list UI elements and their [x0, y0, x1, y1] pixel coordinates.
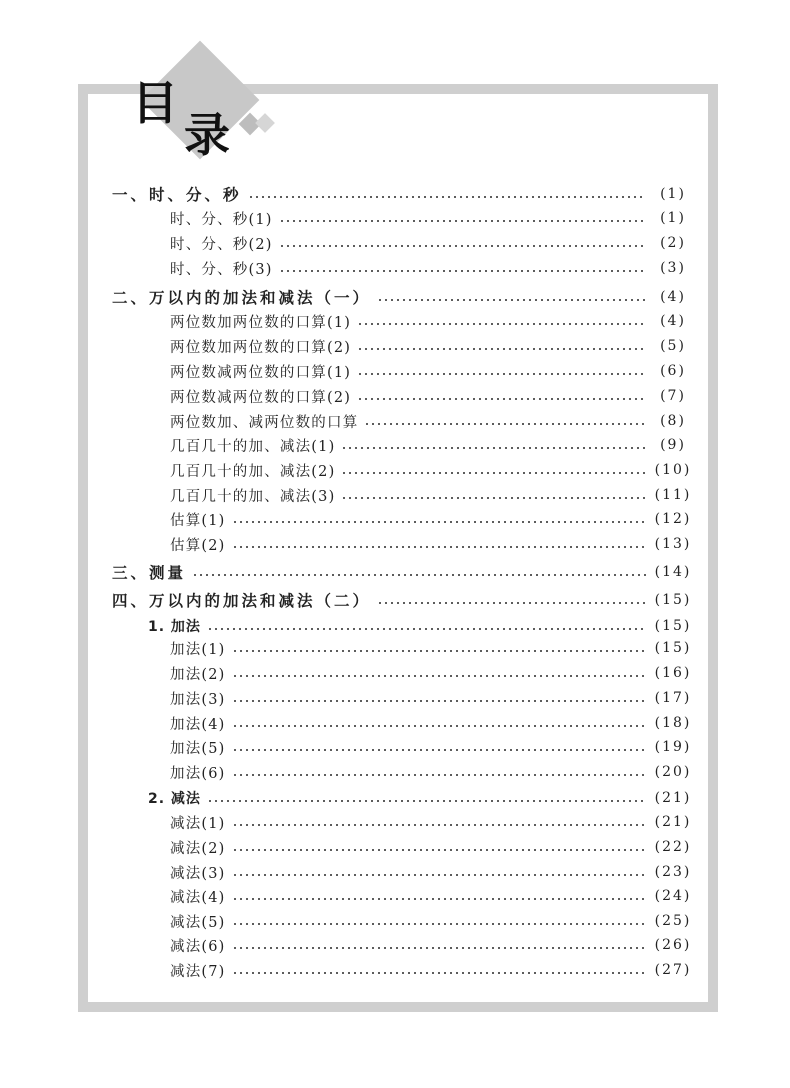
toc-entry-label: 两位数减两位数的口算(2): [170, 389, 352, 406]
toc-entry-label: 四、万以内的加法和减法（二）: [112, 592, 372, 610]
toc-entry-page: (17): [654, 690, 692, 706]
dot-leader: [357, 373, 646, 375]
toc-entry-label: 减法(2): [170, 840, 226, 857]
toc-entry-page: (22): [654, 839, 692, 855]
toc-entry[interactable]: [0, 182, 790, 206]
dot-leader: [207, 800, 646, 802]
toc-entry[interactable]: [0, 560, 790, 584]
toc-entry-page: (8): [660, 413, 686, 429]
dot-leader: [232, 725, 646, 727]
toc-entry-page: (14): [654, 564, 692, 580]
toc-entry-label: 减法(4): [170, 889, 226, 906]
toc-entry-page: (20): [654, 764, 692, 780]
toc-entry-label: 加法(1): [170, 641, 226, 658]
toc-entry-label: 估算(1): [170, 512, 226, 529]
toc-entry-label: 两位数加两位数的口算(2): [170, 339, 352, 356]
toc-entry-label: 二、万以内的加法和减法（一）: [112, 289, 372, 307]
toc-entry-page: (24): [654, 888, 692, 904]
toc-entry-label: 一、时、分、秒: [112, 186, 242, 204]
toc-entry-page: (5): [660, 338, 686, 354]
toc-entry-label: 几百几十的加、减法(3): [170, 488, 336, 505]
toc-entry[interactable]: [0, 206, 790, 230]
toc-entry-page: (2): [660, 235, 686, 251]
toc-entry[interactable]: [0, 711, 790, 735]
dot-leader: [232, 546, 646, 548]
toc-entry-page: (15): [654, 640, 692, 656]
toc-entry-label: 两位数加、减两位数的口算: [170, 414, 359, 431]
toc-entry[interactable]: [0, 507, 790, 531]
toc-entry[interactable]: [0, 636, 790, 660]
toc-entry-label: 时、分、秒(1): [170, 211, 273, 228]
toc-entry-label: 1. 加法: [148, 619, 201, 635]
dot-leader: [232, 650, 646, 652]
dot-leader: [248, 196, 646, 198]
dot-leader: [364, 423, 646, 425]
toc-entry[interactable]: [0, 309, 790, 333]
toc-entry[interactable]: [0, 334, 790, 358]
title-char-lu: 录: [184, 108, 230, 162]
dot-leader: [232, 849, 646, 851]
toc-entry-page: (16): [654, 665, 692, 681]
toc-entry-label: 减法(1): [170, 815, 226, 832]
toc-entry-label: 加法(3): [170, 691, 226, 708]
toc-entry-label: 几百几十的加、减法(1): [170, 438, 336, 455]
toc-entry-label: 加法(4): [170, 716, 226, 733]
dot-leader: [207, 628, 646, 630]
toc-entry[interactable]: [0, 909, 790, 933]
dot-leader: [232, 774, 646, 776]
toc-entry-page: (15): [654, 592, 692, 608]
dot-leader: [232, 675, 646, 677]
dot-leader: [232, 898, 646, 900]
toc-entry[interactable]: [0, 686, 790, 710]
dot-leader: [357, 348, 646, 350]
dot-leader: [279, 245, 646, 247]
toc-entry-label: 减法(7): [170, 963, 226, 980]
toc-entry-page: (15): [654, 618, 692, 634]
dot-leader: [232, 749, 646, 751]
dot-leader: [232, 824, 646, 826]
toc-entry-label: 估算(2): [170, 537, 226, 554]
toc-entry-label: 减法(5): [170, 914, 226, 931]
toc-entry-label: 减法(3): [170, 865, 226, 882]
toc-entry-page: (11): [654, 487, 692, 503]
toc-entry-label: 2. 减法: [148, 791, 201, 807]
toc-entry-page: (1): [660, 210, 686, 226]
toc-entry-label: 两位数减两位数的口算(1): [170, 364, 352, 381]
toc-entry[interactable]: [0, 810, 790, 834]
toc-entry-label: 三、测量: [112, 564, 187, 582]
toc-entry[interactable]: [0, 614, 790, 638]
dot-leader: [279, 270, 646, 272]
dot-leader: [232, 947, 646, 949]
toc-entry-page: (21): [654, 790, 692, 806]
toc-entry-page: (25): [654, 913, 692, 929]
title-char-mu: 目: [132, 76, 178, 130]
toc-entry[interactable]: [0, 409, 790, 433]
toc-entry[interactable]: [0, 884, 790, 908]
toc-entry[interactable]: [0, 285, 790, 309]
toc-entry[interactable]: [0, 458, 790, 482]
toc-entry[interactable]: [0, 483, 790, 507]
toc-entry-label: 时、分、秒(2): [170, 236, 273, 253]
toc-entry[interactable]: [0, 231, 790, 255]
toc-entry-label: 加法(2): [170, 666, 226, 683]
toc-entry-label: 加法(5): [170, 740, 226, 757]
toc-entry-page: (7): [660, 388, 686, 404]
dot-leader: [232, 923, 646, 925]
toc-entry-page: (21): [654, 814, 692, 830]
toc-entry-page: (9): [660, 437, 686, 453]
toc-entry-label: 两位数加两位数的口算(1): [170, 314, 352, 331]
toc-entry[interactable]: [0, 835, 790, 859]
dot-leader: [232, 874, 646, 876]
dot-leader: [232, 700, 646, 702]
dot-leader: [192, 574, 646, 576]
toc-entry[interactable]: [0, 735, 790, 759]
toc-entry-page: (4): [660, 289, 686, 305]
dot-leader: [232, 521, 646, 523]
dot-leader: [357, 398, 646, 400]
toc-entry-label: 加法(6): [170, 765, 226, 782]
toc-entry[interactable]: [0, 760, 790, 784]
toc-entry-page: (3): [660, 260, 686, 276]
toc-entry[interactable]: [0, 532, 790, 556]
dot-leader: [357, 323, 646, 325]
toc-entry-page: (27): [654, 962, 692, 978]
toc-entry[interactable]: [0, 256, 790, 280]
dot-leader: [341, 447, 646, 449]
toc-entry[interactable]: [0, 958, 790, 982]
toc-entry[interactable]: [0, 933, 790, 957]
toc-entry-page: (13): [654, 536, 692, 552]
toc-entry[interactable]: [0, 860, 790, 884]
toc-entry-label: 减法(6): [170, 938, 226, 955]
toc-entry-page: (10): [654, 462, 692, 478]
toc-entry-page: (12): [654, 511, 692, 527]
dot-leader: [377, 602, 646, 604]
toc-entry-page: (26): [654, 937, 692, 953]
toc-entry-page: (4): [660, 313, 686, 329]
toc-entry-page: (23): [654, 864, 692, 880]
dot-leader: [341, 497, 646, 499]
toc-entry-label: 时、分、秒(3): [170, 261, 273, 278]
toc-entry-page: (1): [660, 186, 686, 202]
dot-leader: [377, 299, 646, 301]
dot-leader: [279, 220, 646, 222]
toc-entry[interactable]: [0, 433, 790, 457]
dot-leader: [341, 472, 646, 474]
toc-entry-page: (18): [654, 715, 692, 731]
toc-entry-label: 几百几十的加、减法(2): [170, 463, 336, 480]
dot-leader: [232, 972, 646, 974]
toc-entry-page: (6): [660, 363, 686, 379]
toc-entry-page: (19): [654, 739, 692, 755]
toc-entry[interactable]: [0, 588, 790, 612]
toc-entry[interactable]: [0, 661, 790, 685]
toc-entry[interactable]: [0, 359, 790, 383]
toc-entry[interactable]: [0, 786, 790, 810]
toc-entry[interactable]: [0, 384, 790, 408]
